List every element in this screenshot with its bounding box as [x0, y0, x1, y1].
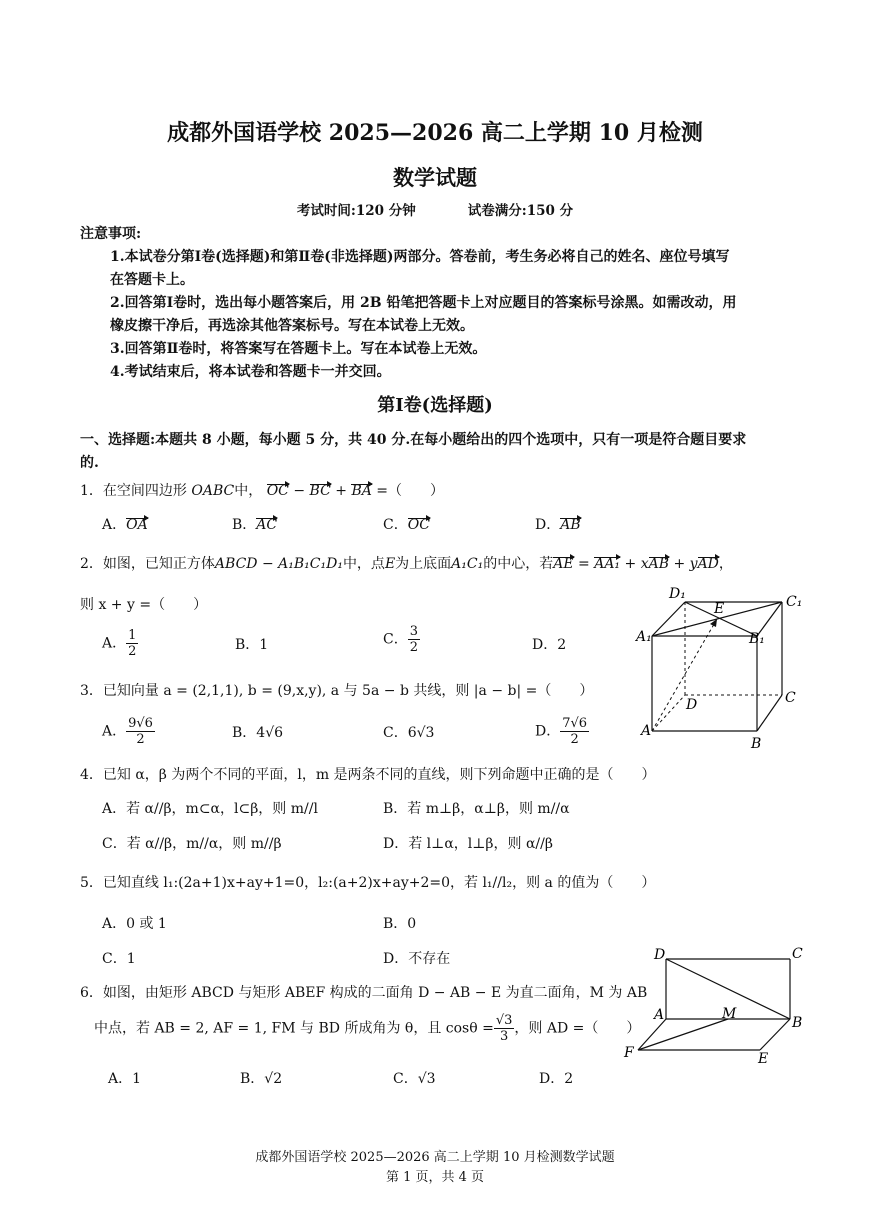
footer-title: 成都外国语学校 2025—2026 高二上学期 10 月检测数学试题 — [255, 1150, 615, 1165]
q5-option-c[interactable]: C．1 — [102, 951, 136, 967]
question-2-cont: 则 x + y =（ ） — [80, 597, 208, 613]
notice-heading: 注意事项: — [80, 226, 142, 242]
rectangle-figure — [620, 940, 810, 1070]
notice-line: 3.回答第Ⅱ卷时，将答案写在答题卡上。写在本试卷上无效。 — [110, 341, 487, 357]
q1-option-b[interactable]: B．AC — [232, 517, 278, 533]
question-6-cont: 中点，若 AB = 2, AF = 1, FM 与 BD 所成角为 θ，且 cosθ = $\frac{√3}{3}$ ，则 AD =（ ） — [94, 1013, 641, 1044]
q2-option-a[interactable]: A． $\frac{1}{2}$ — [102, 628, 137, 659]
exam-subtitle: 数学试题 — [393, 165, 477, 190]
q5-option-b[interactable]: B．0 — [383, 916, 417, 932]
question-6: 6．如图，由矩形 ABCD 与矩形 ABEF 构成的二面角 D − AB − E 为直二面角，M 为 AB — [80, 985, 648, 1001]
notice-line: 4.考试结束后，将本试卷和答题卡一并交回。 — [110, 364, 391, 380]
q1-option-c[interactable]: C．OC — [383, 517, 430, 533]
page-number: 第 1 页，共 4 页 — [385, 1170, 485, 1185]
exam-meta — [0, 199, 870, 219]
label-B: B — [792, 1015, 803, 1031]
exam-time: 考试时间:120 分钟 — [296, 203, 416, 219]
label-A: A — [654, 1007, 665, 1023]
section-instruction: 一、选择题:本题共 8 小题，每小题 5 分，共 40 分.在每小题给出的四个选项中，只有一项是符合题目要求 — [80, 432, 747, 448]
label-C: C — [785, 690, 796, 706]
q2-option-b[interactable]: B．1 — [235, 637, 269, 653]
q3-option-a[interactable]: A． $\frac{9√6}{2}$ — [102, 716, 153, 747]
label-C1: C₁ — [786, 594, 803, 610]
q3-option-d[interactable]: D． $\frac{7√6}{2}$ — [535, 716, 588, 747]
label-B1: B₁ — [749, 631, 765, 647]
q4-option-a[interactable]: A．若 α//β，m⊂α，l⊂β，则 m//l — [102, 801, 318, 817]
notice-line: 橡皮擦干净后，再选涂其他答案标号。写在本试卷上无效。 — [110, 318, 474, 334]
q5-option-a[interactable]: A．0 或 1 — [102, 916, 167, 932]
section-title: 第Ⅰ卷(选择题) — [377, 395, 493, 416]
full-score: 试卷满分:150 分 — [467, 203, 574, 219]
q4-option-c[interactable]: C．若 α//β，m//α，则 m//β — [102, 836, 282, 852]
label-C: C — [792, 946, 803, 962]
q3-option-b[interactable]: B．4√6 — [232, 725, 284, 741]
q1-option-a[interactable]: A．OA — [102, 517, 148, 533]
section-instruction-cont: 的. — [80, 455, 99, 471]
notice-line: 1.本试卷分第Ⅰ卷(选择题)和第Ⅱ卷(非选择题)两部分。答卷前，考生务必将自己的姓名、座位号填写 — [110, 249, 730, 265]
q3-option-c[interactable]: C．6√3 — [383, 725, 435, 741]
q6-option-d[interactable]: D．2 — [539, 1071, 574, 1087]
question-2: 2．如图，已知正方体ABCD − A₁B₁C₁D₁中，点E为上底面A₁C₁的中心，若AE = AA₁ + xAB + yAD， — [80, 556, 733, 572]
label-D: D — [686, 697, 698, 713]
label-E: E — [714, 601, 725, 617]
q6-option-b[interactable]: B．√2 — [240, 1071, 283, 1087]
label-D: D — [654, 947, 666, 963]
q4-option-b[interactable]: B．若 m⊥β，α⊥β，则 m//α — [383, 801, 570, 817]
q2-option-d[interactable]: D．2 — [532, 637, 567, 653]
q4-option-d[interactable]: D．若 l⊥α，l⊥β，则 α//β — [383, 836, 553, 852]
notice-line: 2.回答第Ⅰ卷时，选出每小题答案后，用 2B 铅笔把答题卡上对应题目的答案标号涂黑。如需改动，用 — [110, 295, 737, 311]
q1-option-d[interactable]: D．AB — [535, 517, 581, 533]
question-1: 1．在空间四边形 OABC中， OC − BC + BA =（ ） — [80, 483, 445, 499]
question-5: 5．已知直线 l₁:(2a+1)x+ay+1=0，l₂:(a+2)x+ay+2=0，若 l₁//l₂，则 a 的值为（ ） — [80, 875, 656, 891]
label-B: B — [751, 736, 762, 752]
exam-title: 成都外国语学校 2025—2026 高二上学期 10 月检测 — [167, 120, 703, 146]
question-4: 4．已知 α，β 为两个不同的平面，l，m 是两条不同的直线，则下列命题中正确的是（ ） — [80, 767, 656, 783]
notice-line: 在答题卡上。 — [110, 272, 194, 288]
q2-option-c[interactable]: C． $\frac{3}{2}$ — [383, 624, 418, 655]
label-E: E — [758, 1051, 769, 1067]
label-D1: D₁ — [669, 586, 686, 602]
label-M: M — [722, 1006, 737, 1022]
cube-figure — [630, 585, 810, 770]
label-A: A — [641, 723, 652, 739]
question-3: 3．已知向量 a = (2,1,1), b = (9,x,y), a 与 5a − b 共线，则 |a − b| =（ ） — [80, 683, 594, 699]
q5-option-d[interactable]: D．不存在 — [383, 951, 451, 967]
q6-option-a[interactable]: A．1 — [108, 1071, 142, 1087]
label-F: F — [624, 1045, 634, 1061]
q6-option-c[interactable]: C．√3 — [393, 1071, 436, 1087]
label-A1: A₁ — [636, 629, 652, 645]
